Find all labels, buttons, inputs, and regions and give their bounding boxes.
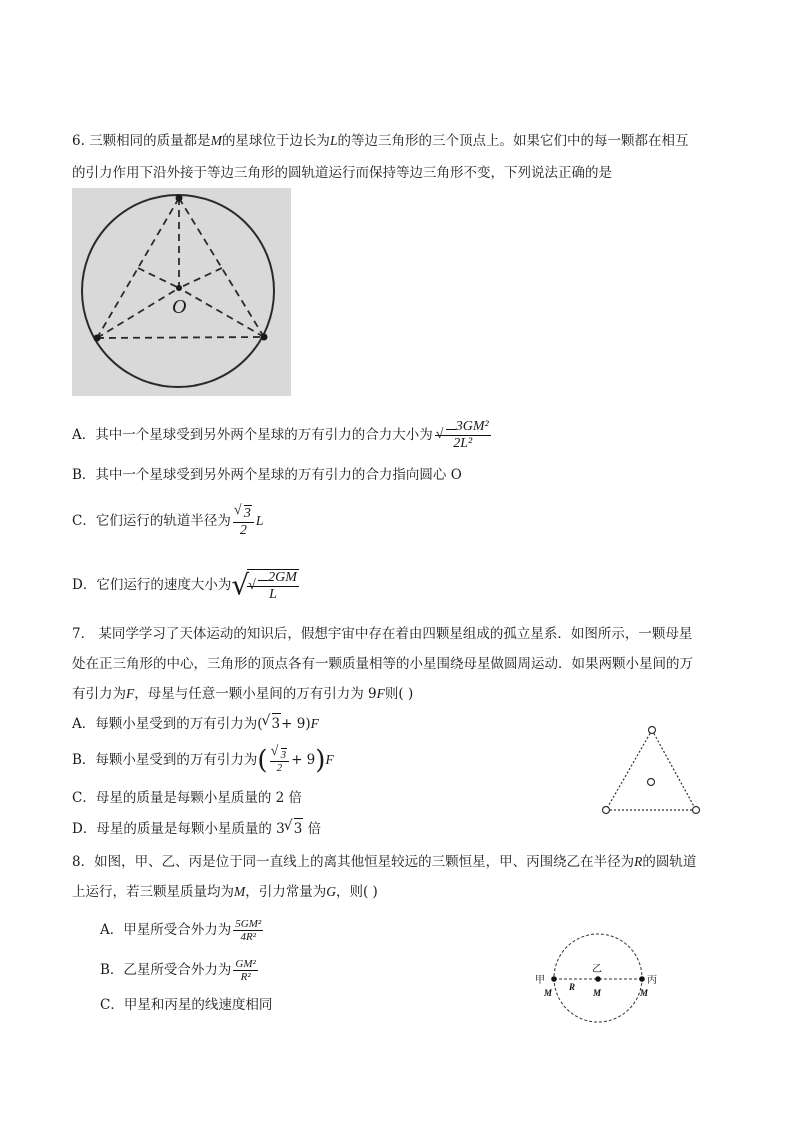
q7-option-a-text: A．每颗小星受到的万有引力为( [72, 716, 263, 732]
q7-option-a-text: + 9) [281, 716, 311, 732]
var-L: L [329, 133, 338, 148]
left-paren: ( [257, 745, 268, 776]
var-F: F [126, 686, 135, 701]
var-F: F [325, 752, 334, 767]
q8-option-a [100, 913, 265, 947]
var-M: M [210, 133, 222, 148]
q7-option-d-text: D．母星的质量是每颗小星质量的 3 [72, 821, 285, 837]
q7-stem-text: ，母星与任意一颗小星间的万有引力为 9 [134, 686, 377, 702]
q8-option-c: C．甲星和丙星的线速度相同 [100, 997, 273, 1013]
label-M-yi: M [593, 988, 602, 998]
sqrt-icon: √ 3 [272, 713, 282, 734]
q7-stem-line3 [72, 684, 413, 704]
q8-option-a-denominator: 4R² [240, 931, 256, 943]
q8-stem-text: 上运行，若三颗星质量均为 [72, 884, 234, 900]
q6-option-c [72, 504, 263, 539]
q8-option-b-text: B．乙星所受合外力为 [100, 962, 232, 978]
sqrt-icon: √ 3 [294, 818, 304, 839]
q6-stem-line1 [72, 131, 688, 151]
q6-stem-text: 的星球位于边长为 [221, 133, 330, 149]
var-F: F [310, 716, 319, 731]
var-R: R [634, 854, 643, 869]
q7-stem-line1: 7． 某同学学习了天体运动的知识后，假想宇宙中存在着由四颗星组成的孤立星系．如图所示，一颗母星 [72, 626, 693, 642]
q8-stem-line1 [72, 852, 696, 872]
var-G: G [326, 884, 336, 899]
q8-option-b [100, 953, 260, 987]
q8-stem-text: ，则( ) [336, 884, 378, 900]
big-sqrt-icon: √ [231, 568, 250, 602]
q7-option-d-text: 倍 [303, 821, 322, 837]
q6-option-d [72, 566, 301, 605]
label-yi: 乙 [592, 964, 602, 975]
label-bing: 丙 [647, 975, 657, 986]
q8-option-a-numerator: 5GM² [235, 918, 262, 930]
q6-option-a-text: A．其中一个星球受到另外两个星球的万有引力的合力大小为 [72, 427, 433, 443]
center-O-label: O [172, 296, 187, 318]
q8-figure [530, 932, 670, 1026]
q7-stem-text: 有引力为 [72, 686, 126, 702]
q8-option-a-text: A．甲星所受合外力为 [100, 922, 232, 938]
circle-triangle-diagram [72, 188, 291, 396]
q6-option-d-denominator: L [269, 586, 277, 602]
q7-stem-text: 则( ) [384, 686, 414, 702]
sqrt-icon [258, 580, 268, 581]
q6-option-d-fraction [247, 569, 299, 603]
q6-figure [72, 188, 291, 396]
q8-option-b-fraction [233, 958, 257, 983]
q6-stem-text: 三颗相同的质量都是 [89, 133, 211, 149]
q7-option-b-fraction [270, 748, 290, 774]
var-L: L [255, 513, 264, 528]
three-star-orbit-diagram [530, 932, 670, 1026]
q7-option-d [72, 818, 321, 839]
q6-option-b: B．其中一个星球受到另外两个星球的万有引力的合力指向圆心 O [72, 467, 462, 483]
q7-option-b-text: B．每颗小星受到的万有引力为 [72, 752, 258, 768]
q6-option-d-text: D．它们运行的速度大小为 [72, 577, 232, 593]
q8-option-b-denominator: R² [240, 971, 251, 983]
q8-stem-text: ，引力常量为 [245, 884, 327, 900]
triangle-star-diagram [598, 722, 706, 818]
q6-option-c-fraction [233, 505, 254, 539]
label-R: R [569, 982, 576, 992]
q7-figure [598, 722, 706, 818]
q7-option-b-text: + 9 [291, 752, 316, 768]
q8-option-a-fraction [233, 918, 263, 943]
q7-stem-line2: 处在正三角形的中心，三角形的顶点各有一颗质量相等的小星围绕母星做圆周运动．如果两颗小星间的万 [72, 656, 693, 672]
right-paren: ) [315, 745, 326, 776]
q6-option-a-numerator: 3GM² [455, 419, 489, 434]
q6-option-d-numerator: 2GM [268, 569, 297, 585]
q6-option-a-denominator: 2L² [453, 436, 473, 451]
q6-stem-text: 的等边三角形的三个顶点上。如果它们中的每一颗都在相互 [337, 133, 689, 149]
label-M-bing: M [640, 988, 649, 998]
q6-option-c-denominator: 2 [239, 522, 247, 538]
q8-stem-text: 的圆轨道 [642, 854, 697, 870]
q8-option-b-numerator: GM² [235, 958, 256, 970]
q7-option-a [72, 713, 319, 734]
label-M-jia: M [544, 988, 553, 998]
q6-stem-line2: 的引力作用下沿外接于等边三角形的圆轨道运行而保持等边三角形不变，下列说法正确的是 [72, 165, 612, 181]
q6-option-a-fraction [435, 419, 491, 452]
q7-option-b [72, 740, 334, 781]
q8-stem-line2 [72, 882, 378, 902]
sqrt-icon [446, 429, 456, 430]
q6-option-a [72, 418, 493, 452]
sqrt-icon: √ 3 [244, 505, 252, 522]
q7-option-c: C．母星的质量是每颗小星质量的 2 倍 [72, 790, 303, 806]
var-F: F [376, 686, 385, 701]
label-jia: 甲 [535, 975, 545, 986]
var-M: M [234, 884, 246, 899]
q6-option-c-text: C．它们运行的轨道半径为 [72, 513, 231, 529]
q6-number: 6. [72, 133, 85, 149]
q8-stem-text: 8．如图，甲、乙、丙是位于同一直线上的离其他恒星较远的三颗恒星，甲、丙围绕乙在半径为 [72, 854, 635, 870]
sqrt-icon: √ 3 [281, 748, 288, 761]
q7-option-b-denominator: 2 [276, 761, 283, 774]
